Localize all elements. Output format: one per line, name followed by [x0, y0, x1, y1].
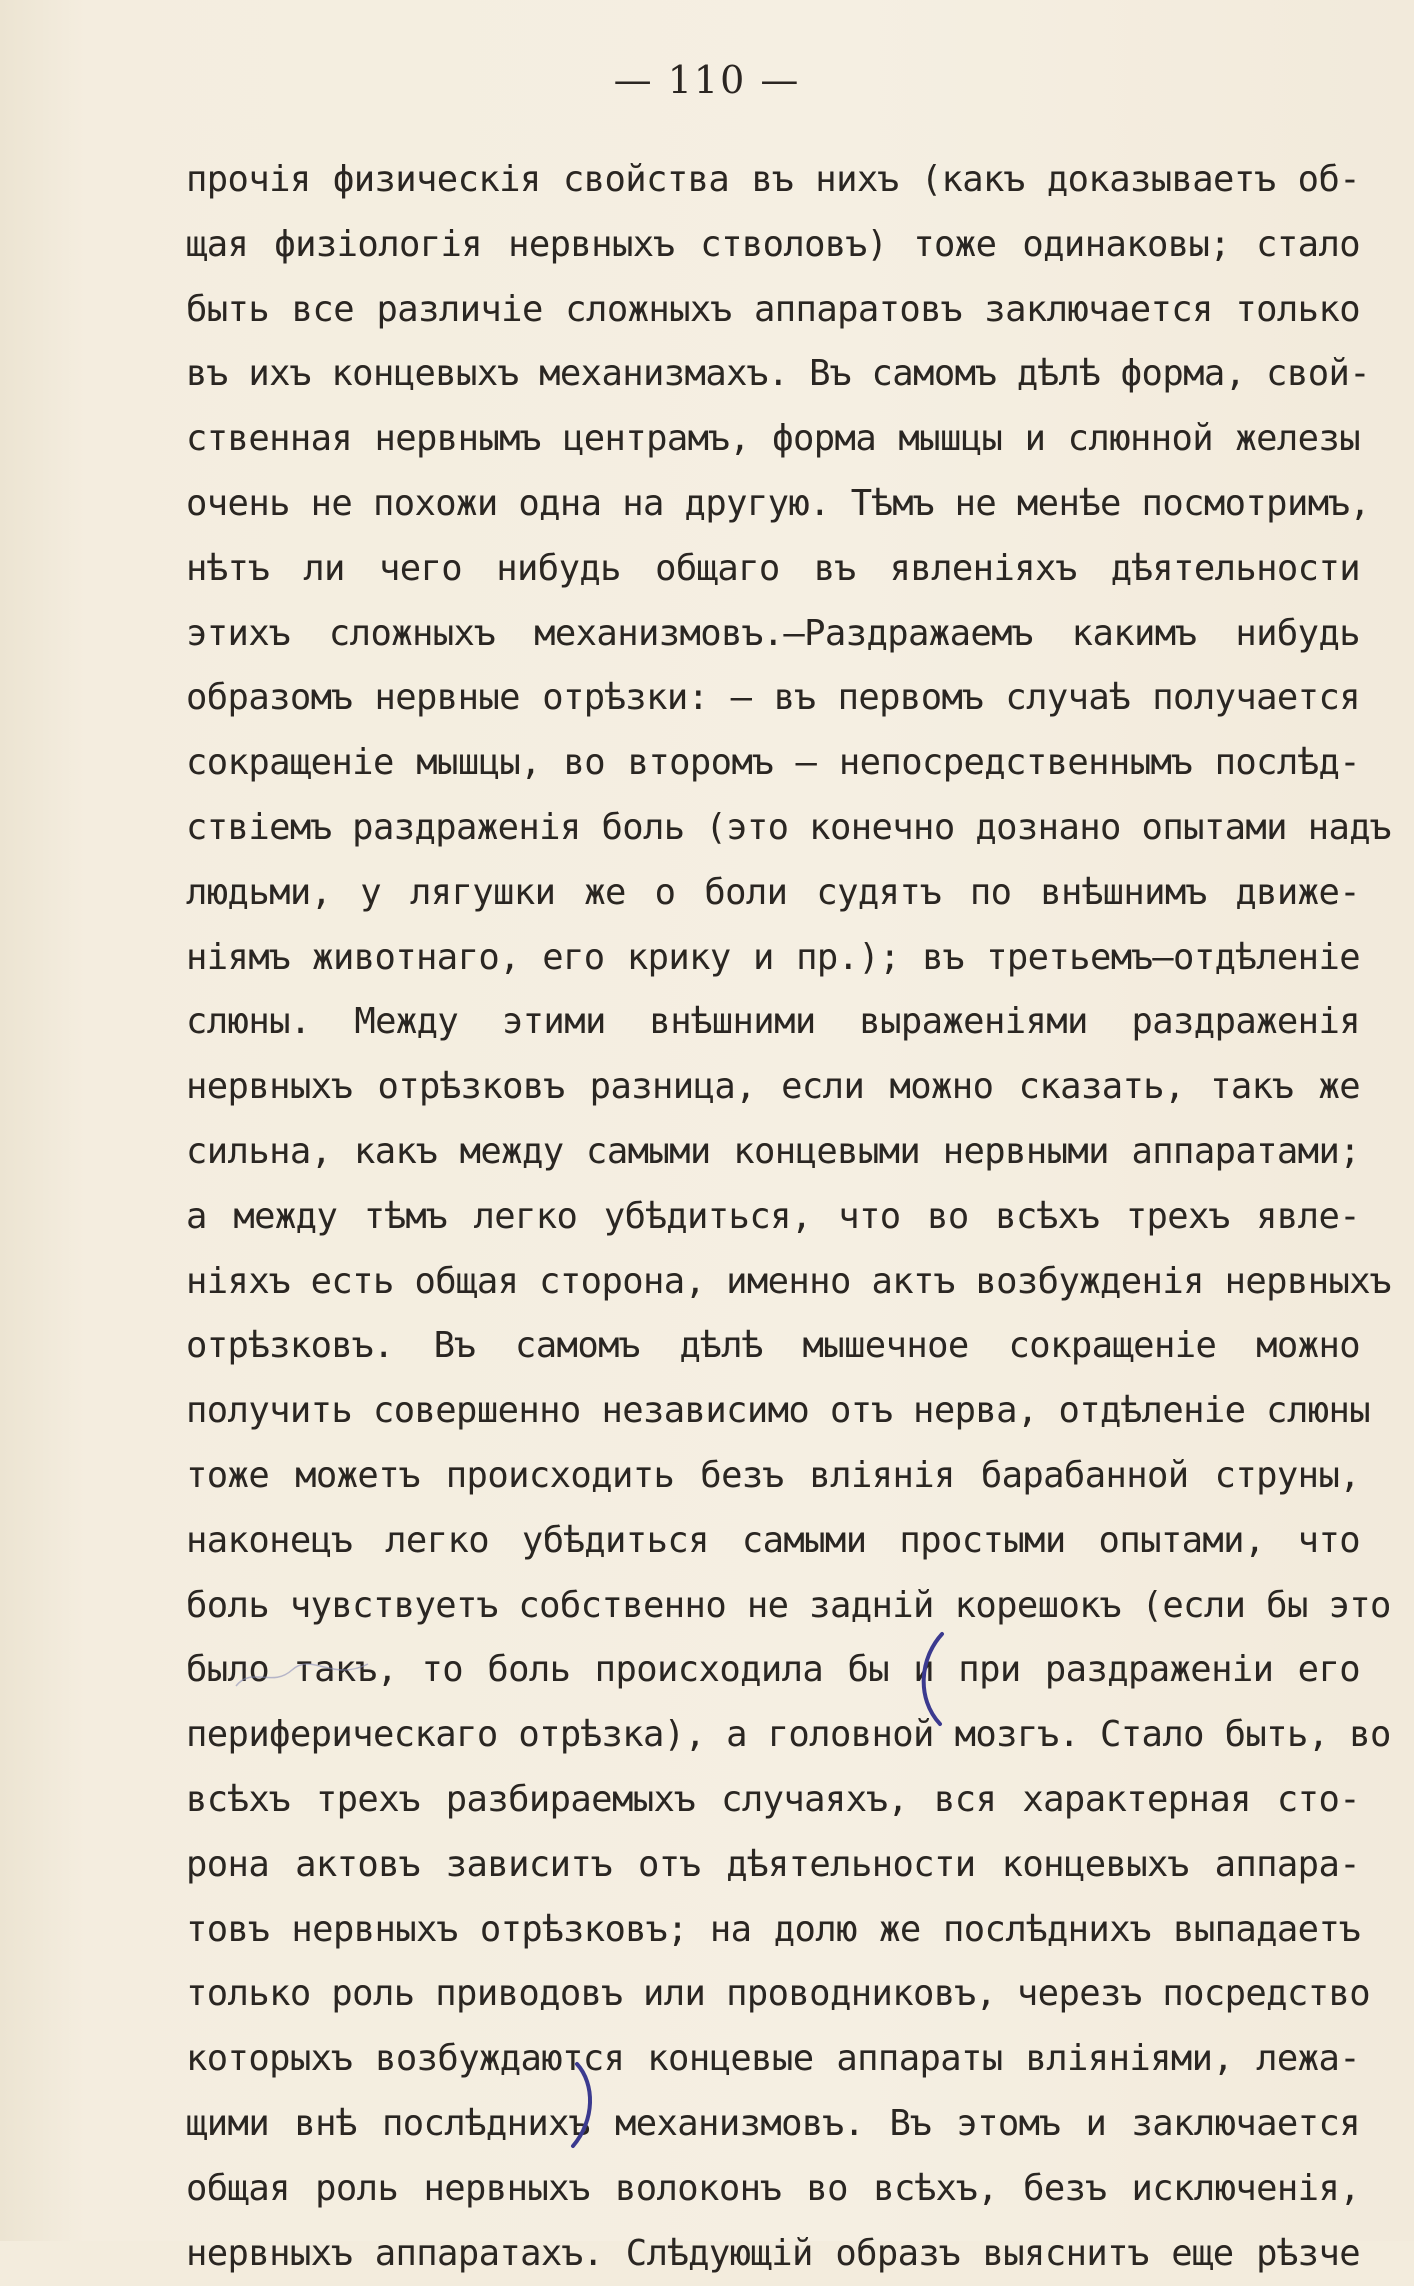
text-line: въ ихъ концевыхъ механизмахъ. Въ самомъ дѣлѣ форма, свой- [186, 342, 1360, 407]
text-line: периферическаго отрѣзка), а головной мозгъ. Стало быть, во [186, 1703, 1360, 1768]
text-line: ніяхъ есть общая сторона, именно актъ возбужденія нервныхъ [186, 1250, 1360, 1315]
text-line: прочія физическія свойства въ нихъ (какъ доказываетъ об- [186, 148, 1360, 213]
text-line: боль чувствуетъ собственно не задній корешокъ (если бы это [186, 1574, 1360, 1639]
page-number: — 110 — [0, 58, 1414, 102]
text-line: людьми, у лягушки же о боли судятъ по внѣшнимъ движе- [186, 861, 1360, 926]
text-line: сильна, какъ между самыми концевыми нервными аппаратами; [186, 1120, 1360, 1185]
text-line: ніямъ животнаго, его крику и пр.); въ третьемъ—отдѣленіе [186, 926, 1360, 991]
text-line: щими внѣ послѣднихъ механизмовъ. Въ этомъ и заключается [186, 2092, 1360, 2157]
text-line: нервныхъ аппаратахъ. Слѣдующій образъ выяснитъ еще рѣзче [186, 2222, 1360, 2286]
text-line: нѣтъ ли чего нибудь общаго въ явленіяхъ дѣятельности [186, 537, 1360, 602]
body-text [186, 148, 1360, 2286]
text-line: товъ нервныхъ отрѣзковъ; на долю же послѣднихъ выпадаетъ [186, 1898, 1360, 1963]
text-line: которыхъ возбуждаются концевые аппараты вліяніями, лежа- [186, 2027, 1360, 2092]
handwritten-open-paren [910, 1628, 950, 1728]
text-line: отрѣзковъ. Въ самомъ дѣлѣ мышечное сокращеніе можно [186, 1314, 1360, 1379]
text-line: слюны. Между этими внѣшними выраженіями раздраженія [186, 990, 1360, 1055]
text-line: нервныхъ отрѣзковъ разница, если можно сказать, такъ же [186, 1055, 1360, 1120]
text-line: тоже можетъ происходить безъ вліянія барабанной струны, [186, 1444, 1360, 1509]
text-line: получить совершенно независимо отъ нерва, отдѣленіе слюны [186, 1379, 1360, 1444]
text-line: наконецъ легко убѣдиться самыми простыми опытами, что [186, 1509, 1360, 1574]
text-line: сокращеніе мышцы, во второмъ — непосредственнымъ послѣд- [186, 731, 1360, 796]
text-line: щая физіологія нервныхъ стволовъ) тоже одинаковы; стало [186, 213, 1360, 278]
text-line: было такъ, то боль происходила бы и при раздраженіи его [186, 1638, 1360, 1703]
text-line: всѣхъ трехъ разбираемыхъ случаяхъ, вся характерная сто- [186, 1768, 1360, 1833]
text-line: образомъ нервные отрѣзки: — въ первомъ случаѣ получается [186, 666, 1360, 731]
text-line: этихъ сложныхъ механизмовъ.—Раздражаемъ какимъ нибудь [186, 602, 1360, 667]
text-line: ственная нервнымъ центрамъ, форма мышцы и слюнной железы [186, 407, 1360, 472]
text-line: а между тѣмъ легко убѣдиться, что во всѣхъ трехъ явле- [186, 1185, 1360, 1250]
text-line: быть все различіе сложныхъ аппаратовъ заключается только [186, 278, 1360, 343]
text-line: общая роль нервныхъ волоконъ во всѣхъ, безъ исключенія, [186, 2157, 1360, 2222]
text-line: только роль приводовъ или проводниковъ, черезъ посредство [186, 1962, 1360, 2027]
text-line: ствіемъ раздраженія боль (это конечно дознано опытами надъ [186, 796, 1360, 861]
handwritten-close-paren [565, 2060, 605, 2150]
handwritten-scribble [232, 1656, 372, 1696]
text-line: рона актовъ зависитъ отъ дѣятельности концевыхъ аппара- [186, 1833, 1360, 1898]
text-line: очень не похожи одна на другую. Тѣмъ не менѣе посмотримъ, [186, 472, 1360, 537]
